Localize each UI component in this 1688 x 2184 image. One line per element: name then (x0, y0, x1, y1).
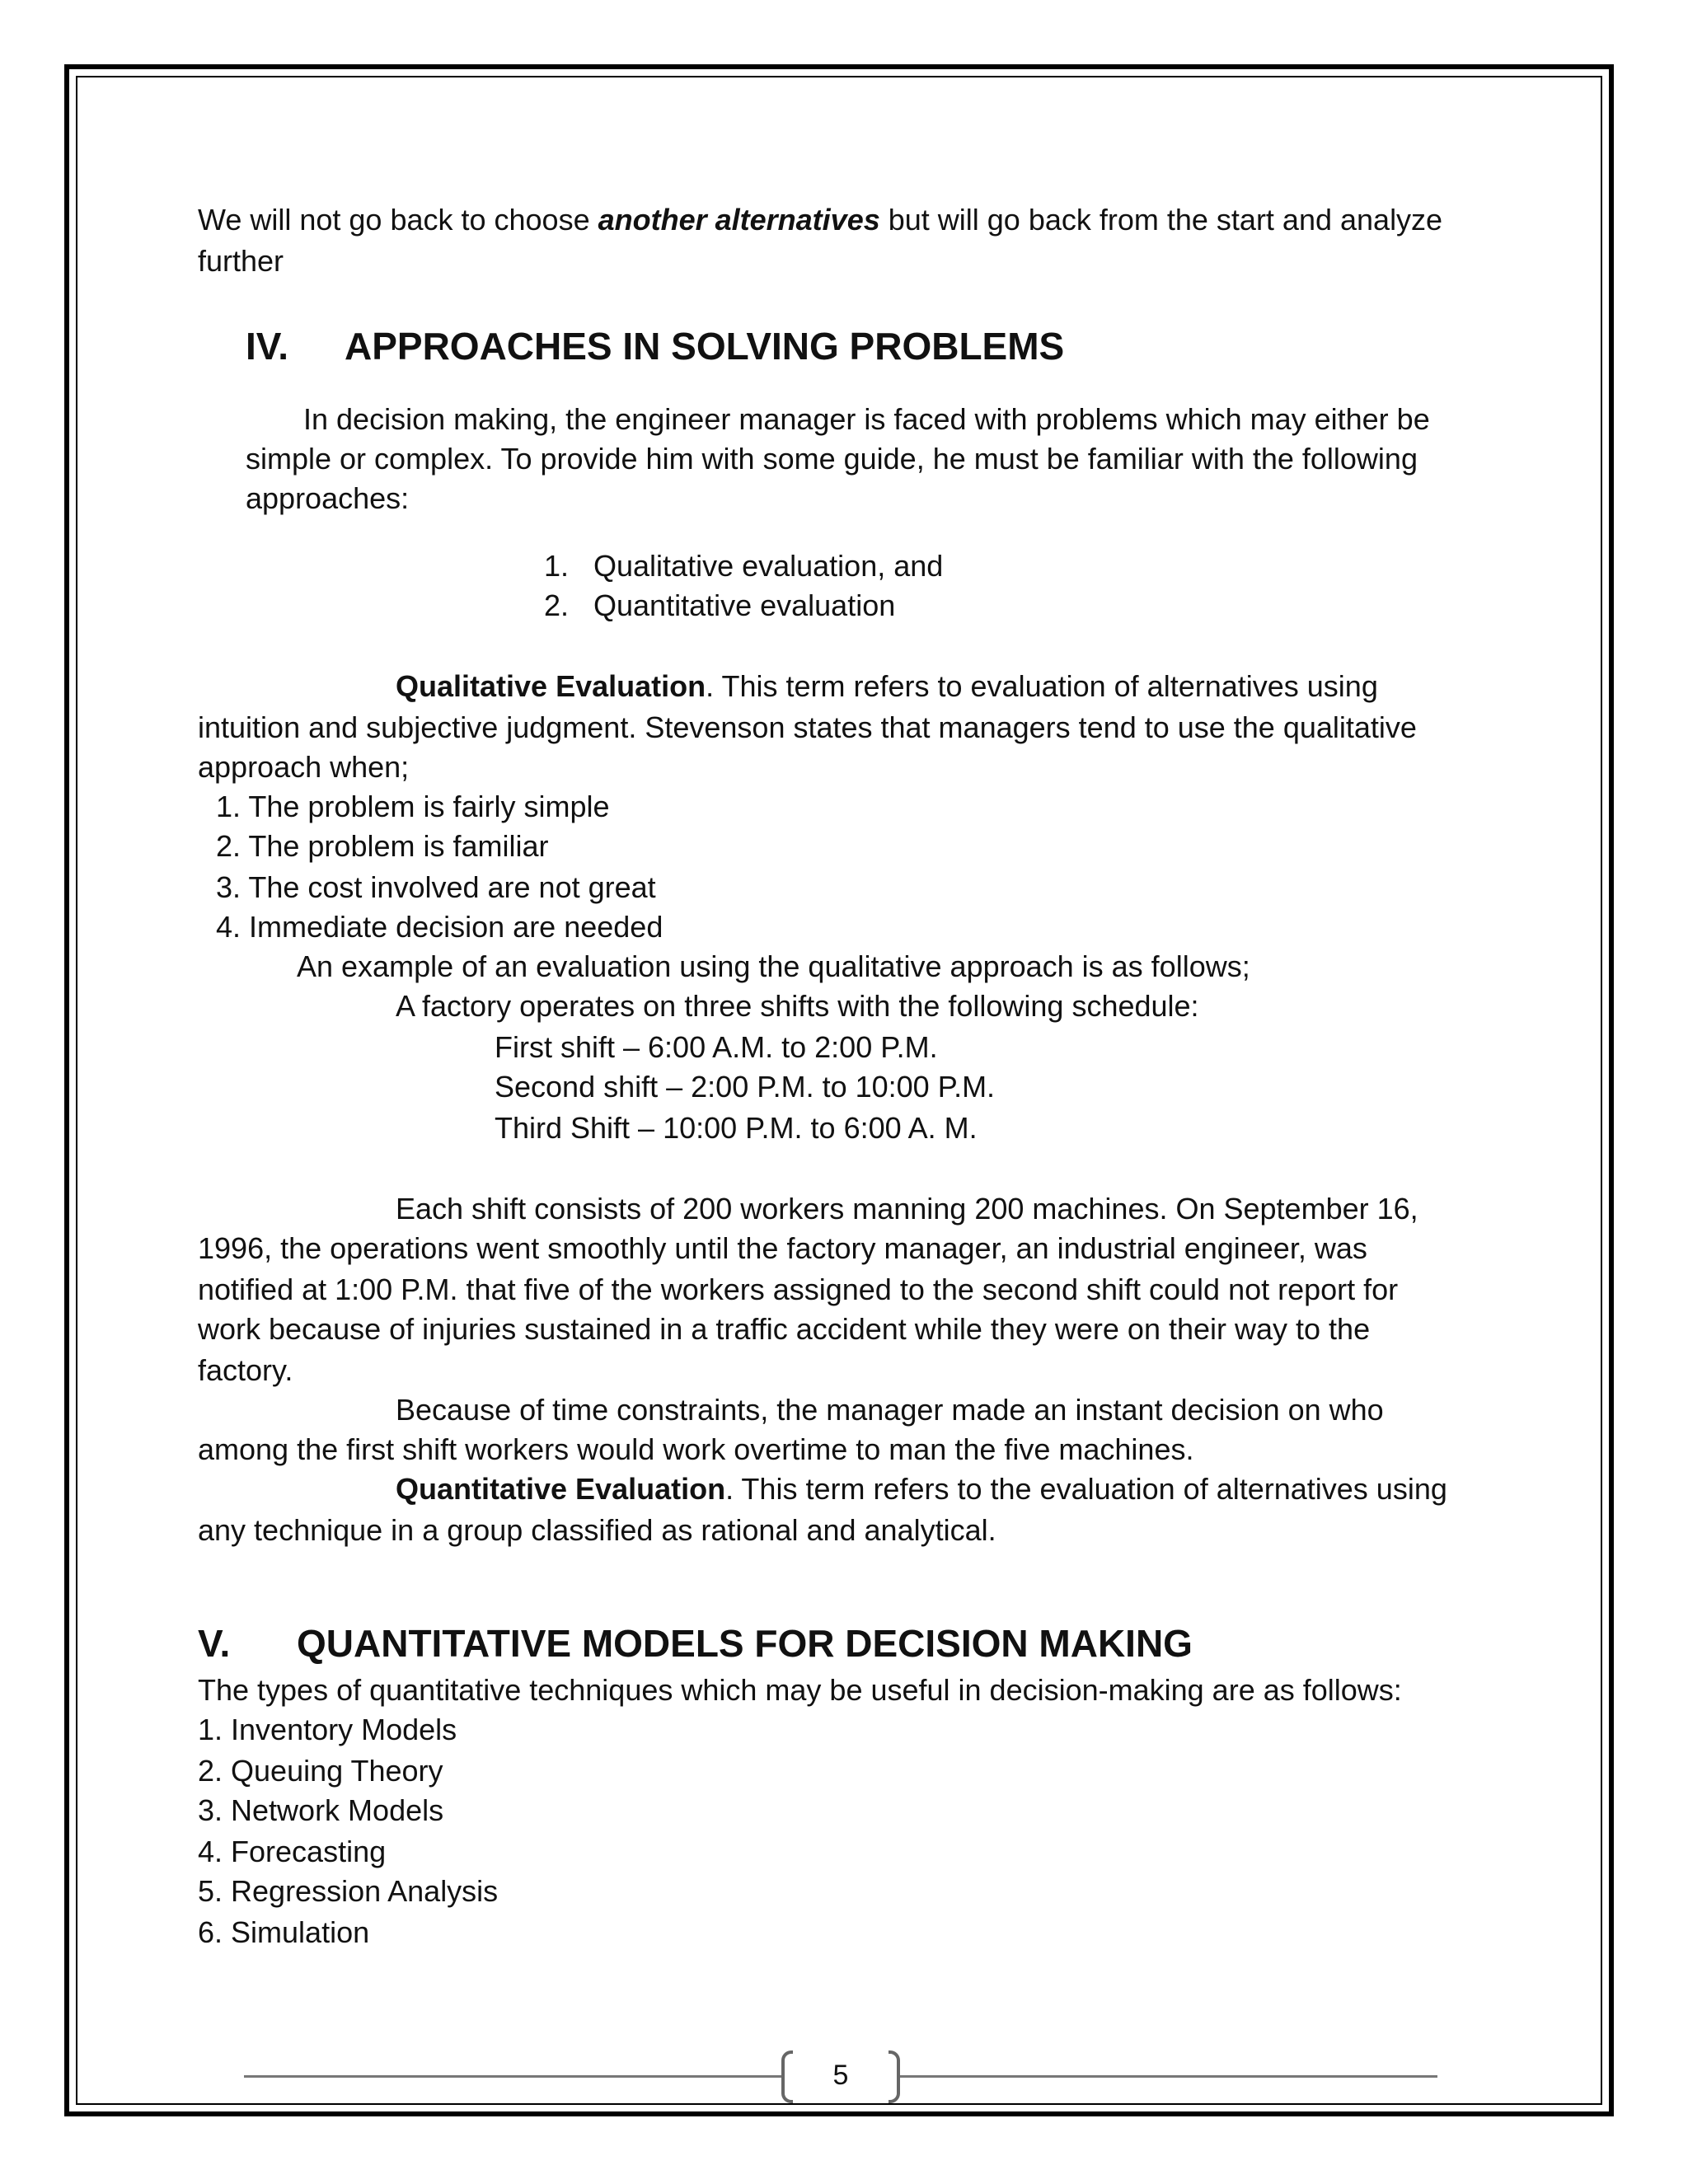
qualitative-definition-line-1 (396, 666, 1378, 707)
quantitative-definition-line-2: any technique in a group classified as rational and analytical. (198, 1513, 996, 1547)
model-item: 1. Inventory Models (198, 1713, 457, 1746)
model-item: 4. Forecasting (198, 1835, 387, 1868)
factory-schedule-intro: A factory operates on three shifts with the following schedule: (396, 989, 1199, 1023)
footer-rule-left (244, 2075, 781, 2078)
approach-text: Qualitative evaluation, and (593, 549, 944, 583)
qualitative-definition: . This term refers to evaluation of alternatives using (706, 669, 1378, 703)
example-intro: An example of an evaluation using the qualitative approach is as follows; (297, 949, 1250, 983)
model-item: 3. Network Models (198, 1793, 444, 1827)
approach-item-2 (544, 585, 895, 626)
section-4-para-line-2: simple or complex. To provide him with some guide, he must be familiar with the following (246, 442, 1418, 476)
case-line-3: notified at 1:00 P.M. that five of the workers assigned to the second shift could not report for (198, 1272, 1399, 1306)
section-4-para-line-1: In decision making, the engineer manager is faced with problems which may either be (303, 402, 1430, 436)
condition-item: 1. The problem is fairly simple (216, 790, 610, 823)
shift-item: Third Shift – 10:00 P.M. to 6:00 A. M. (495, 1111, 978, 1145)
decision-line-1: Because of time constraints, the manager made an instant decision on who (396, 1393, 1384, 1427)
case-line-2: 1996, the operations went smoothly until the factory manager, an industrial engineer, was (198, 1231, 1367, 1265)
model-item: 5. Regression Analysis (198, 1874, 499, 1908)
condition-item: 3. The cost involved are not great (216, 870, 656, 904)
shift-item: Second shift – 2:00 P.M. to 10:00 P.M. (495, 1070, 996, 1104)
footer-rule-right (900, 2075, 1437, 2078)
intro-text: We will not go back to choose (198, 203, 598, 237)
intro-emphasis: another alternatives (598, 203, 880, 237)
section-4-title: APPROACHES IN SOLVING PROBLEMS (345, 325, 1065, 368)
approach-item-1 (544, 546, 943, 587)
section-5-title: QUANTITATIVE MODELS FOR DECISION MAKING (297, 1622, 1193, 1665)
intro-line-2: further (198, 244, 284, 278)
section-5-number: V. (198, 1622, 231, 1665)
page-number: 5 (832, 2060, 849, 2091)
qualitative-definition-line-3: approach when; (198, 750, 410, 784)
page-number-box (781, 2050, 900, 2103)
approach-number: 2. (544, 588, 570, 622)
section-4-number: IV. (246, 325, 289, 368)
decision-line-2: among the first shift workers would work overtime to man the five machines. (198, 1432, 1194, 1466)
case-line-5: factory. (198, 1353, 293, 1387)
approach-number: 1. (544, 549, 570, 583)
intro-line-1 (198, 199, 1442, 241)
qualitative-definition-line-2: intuition and subjective judgment. Stevenson states that managers tend to use the qualitative (198, 710, 1417, 744)
quantitative-term: Quantitative Evaluation (396, 1472, 726, 1506)
case-line-1: Each shift consists of 200 workers manning 200 machines. On September 16, (396, 1192, 1418, 1226)
shift-item: First shift – 6:00 A.M. to 2:00 P.M. (495, 1030, 938, 1064)
approach-text: Quantitative evaluation (593, 588, 896, 622)
quantitative-definition: . This term refers to the evaluation of alternatives using (725, 1472, 1447, 1506)
section-4-para-line-3: approaches: (246, 481, 410, 515)
model-item: 2. Queuing Theory (198, 1754, 443, 1788)
section-5-intro: The types of quantitative techniques which may be useful in decision-making are as follows: (198, 1673, 1402, 1707)
case-line-4: work because of injuries sustained in a traffic accident while they were on their way to the (198, 1312, 1371, 1346)
model-item: 6. Simulation (198, 1915, 370, 1949)
condition-item: 4. Immediate decision are needed (216, 910, 663, 944)
quantitative-definition-line-1 (396, 1469, 1447, 1510)
intro-text-post: but will go back from the start and analyze (879, 203, 1443, 237)
qualitative-term: Qualitative Evaluation (396, 669, 706, 703)
condition-item: 2. The problem is familiar (216, 829, 549, 863)
